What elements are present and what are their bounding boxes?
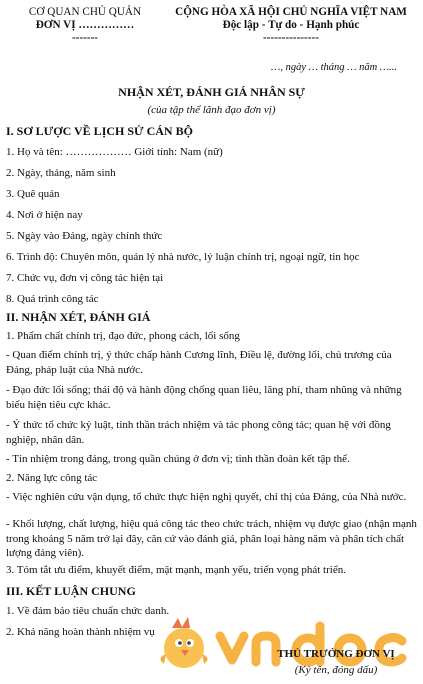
section-1-item: 1. Họ và tên: ……………… Giới tính: Nam (nữ) <box>6 146 223 158</box>
section-2-item: - Việc nghiên cứu vận dụng, tổ chức thực hiện nghị quyết, chỉ thị của Đảng, của Nhà nước. <box>6 491 407 503</box>
signature-title: THỦ TRƯỞNG ĐƠN VỊ <box>277 648 395 660</box>
section-2-item: - Tín nhiệm trong đảng, trong quần chúng ở đơn vị; tinh thần đoàn kết tập thể. <box>6 453 350 465</box>
agency-name: CƠ QUAN CHỦ QUẢN <box>28 6 142 18</box>
section-1-item: 4. Nơi ở hiện nay <box>6 209 83 221</box>
section-2-heading: II. NHẬN XÉT, ĐÁNH GIÁ <box>6 310 151 324</box>
section-3-item: 1. Về đảm bảo tiêu chuẩn chức danh. <box>6 605 170 617</box>
national-header <box>162 6 420 45</box>
agency-header <box>10 6 160 45</box>
section-1-heading: I. SƠ LƯỢC VỀ LỊCH SỬ CÁN BỘ <box>6 124 193 138</box>
unit-name: ĐƠN VỊ …………… <box>35 19 135 31</box>
country-name: CỘNG HÒA XÃ HỘI CHỦ NGHĨA VIỆT NAM <box>175 6 407 18</box>
section-1-item: 2. Ngày, tháng, năm sinh <box>6 167 116 179</box>
section-1-item: 3. Quê quán <box>6 188 60 200</box>
signature-note: (Ký tên, đóng dấu) <box>294 664 378 676</box>
document-title: NHẬN XÉT, ĐÁNH GIÁ NHÂN SỰ <box>118 85 305 99</box>
section-2-item: - Đạo đức lối sống; thái độ và hành động chống quan liêu, lãng phí, tham nhũng và những biểu hiện tiêu cực khác. <box>6 384 402 411</box>
section-1-item: 8. Quá trình công tác <box>6 293 99 305</box>
section-2-item: 3. Tóm tắt ưu điểm, khuyết điểm, mặt mạnh, mạnh yếu, triển vọng phát triển. <box>6 564 346 576</box>
section-2-item: - Khối lượng, chất lượng, hiệu quả công tác theo chức trách, nhiệm vụ được giao (nhận mạnh trong khoảng 5 năm trở lại đây, căn cứ vào đánh giá, phân loại hàng năm và phân tích chất lượng đảng viên). <box>6 518 417 559</box>
section-1-item: 6. Trình độ: Chuyên môn, quản lý nhà nước, lý luận chính trị, ngoại ngữ, tin học <box>6 251 360 263</box>
document-subtitle: (của tập thể lãnh đạo đơn vị) <box>147 104 276 116</box>
section-2-item: - Ý thức tổ chức kỷ luật, tinh thần trách nhiệm và tác phong công tác; quan hệ với đồng nghiệp, nhân dân. <box>6 419 391 446</box>
section-1-item: 7. Chức vụ, đơn vị công tác hiện tại <box>6 272 164 284</box>
section-1-item: 5. Ngày vào Đảng, ngày chính thức <box>6 230 163 242</box>
section-2-item: 1. Phẩm chất chính trị, đạo đức, phong cách, lối sống <box>6 330 240 342</box>
national-motto: Độc lập - Tự do - Hạnh phúc <box>222 19 360 31</box>
section-3-item: 2. Khả năng hoàn thành nhiệm vụ <box>6 626 155 638</box>
national-divider: --------------- <box>263 32 319 44</box>
agency-divider: ------- <box>71 32 99 44</box>
section-2-item: 2. Năng lực công tác <box>6 472 98 484</box>
section-3-heading: III. KẾT LUẬN CHUNG <box>6 584 136 598</box>
section-2-item: - Quan điểm chính trị, ý thức chấp hành Cương lĩnh, Điều lệ, đường lối, chủ trương của Đảng, pháp luật của Nhà nước. <box>6 349 392 376</box>
date-line: …, ngày … tháng … năm …... <box>270 62 397 73</box>
